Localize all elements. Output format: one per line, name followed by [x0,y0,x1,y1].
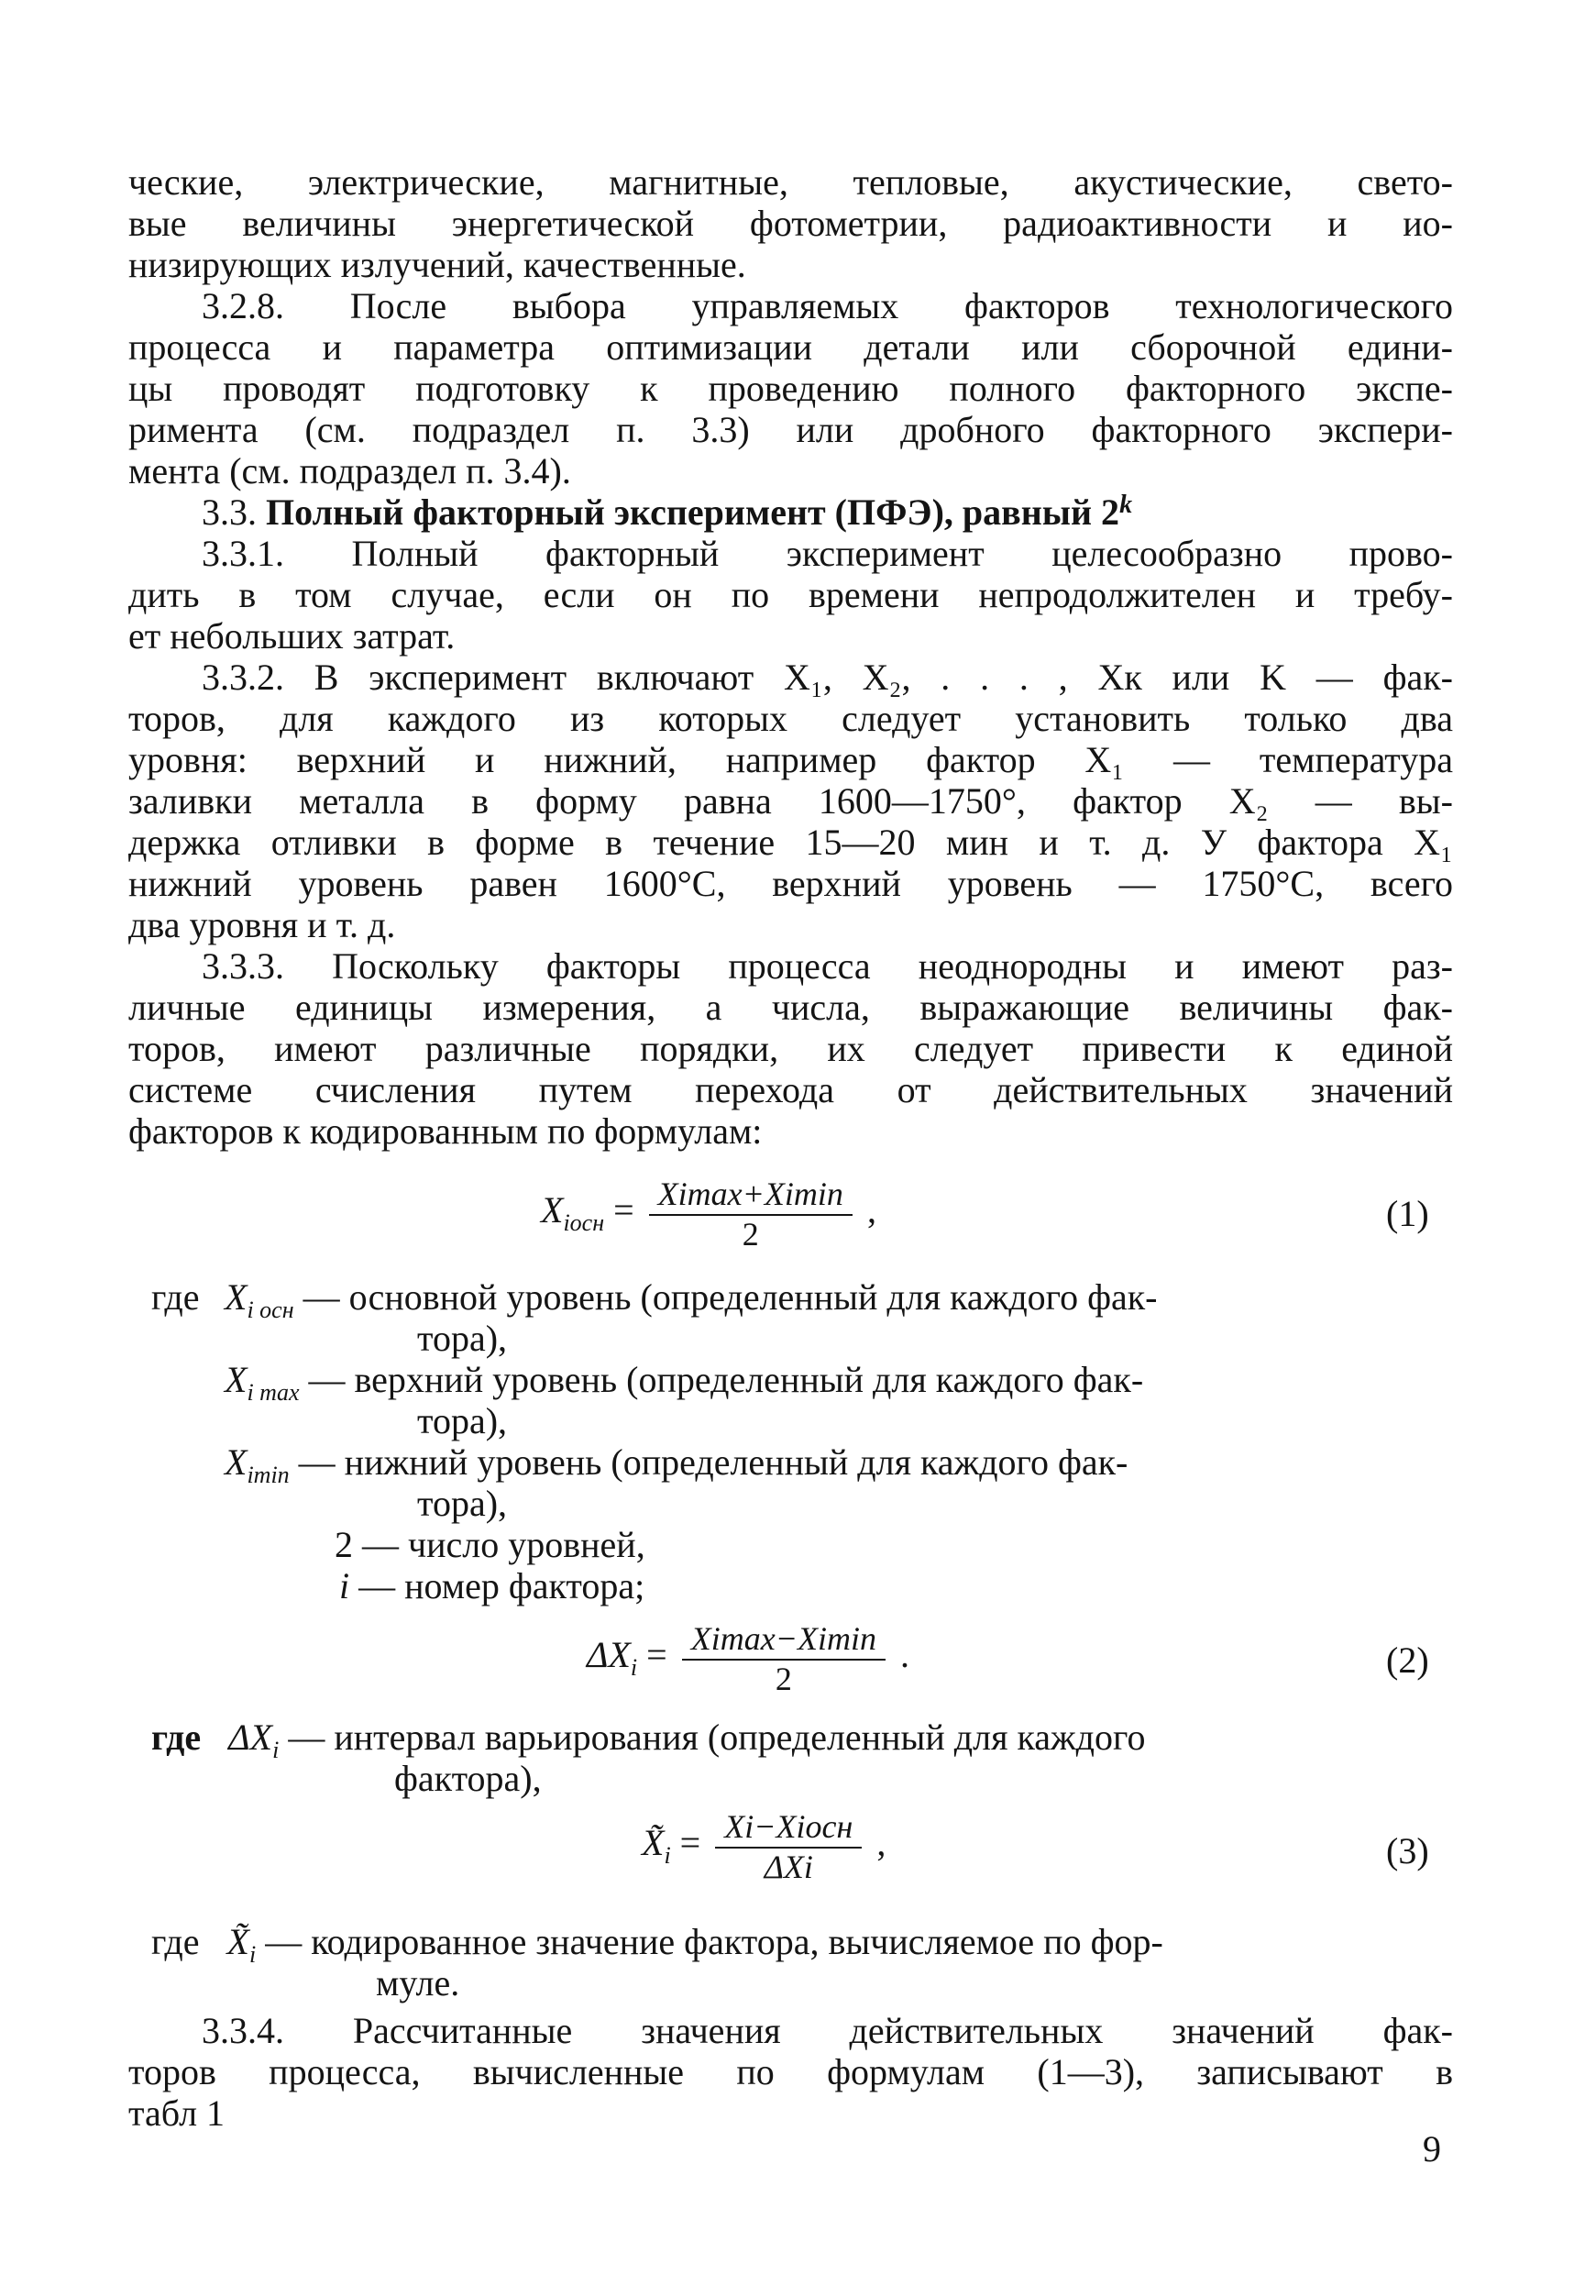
definition-text: основной уровень (определенный для каждого фак- [348,1276,1158,1318]
text-line: римента (см. подраздел п. 3.3) или дробного факторного экспери- [128,409,1453,450]
text-line: 3.3.2. В эксперимент включают X₁, X₂, . . . , Xк или K — фак- [202,657,1453,698]
text-line: нижний уровень равен 1600°С, верхний уровень — 1750°С, всего [128,863,1453,904]
definition-item [225,1276,1158,1323]
definition-item [225,1359,1144,1406]
section-title-exponent: k [1119,491,1133,519]
formula-3 [642,1808,886,1885]
definition-symbol: X [225,1441,248,1483]
formula-fraction [649,1176,853,1253]
formula-equals: = [679,1822,701,1864]
formula-lhs: ΔX [587,1634,631,1676]
formula-denominator: 2 [742,1216,759,1253]
formula-1-number: (1) [1386,1193,1429,1234]
definition-dash: — [298,1441,336,1483]
paragraph-3-3-1 [128,533,1453,657]
text-line: факторов к кодированным по формулам: [128,1110,763,1152]
text-line: низирующих излучений, качественные. [128,244,746,285]
formula-1 [541,1176,876,1253]
text-line: уровня: верхний и нижний, например фактор X₁ — температура [128,739,1453,780]
formula-lhs: X [541,1189,564,1231]
definition-symbol-subscript: i [248,1941,257,1968]
formula-numerator: Ximax+Ximin [649,1176,853,1216]
formula-denominator: ΔXi [764,1849,813,1885]
paragraph-continuation [128,161,1453,285]
definition-symbol: 2 [335,1524,353,1565]
definition-item [151,1921,1163,1968]
definition-symbol: X̃ [226,1921,249,1962]
formula-denominator: 2 [775,1661,792,1697]
definition-symbol-subscript: i осн [247,1297,294,1323]
definition-continuation: тора), [417,1483,508,1524]
definition-continuation: тора), [417,1400,508,1441]
definition-symbol: ΔX [228,1716,273,1758]
formula-numerator: Ximax−Ximin [682,1620,886,1661]
definition-lead: где [151,1276,200,1318]
definition-text: число уровней, [408,1524,645,1565]
formula-numerator: Xi−Xiосн [715,1808,862,1849]
paragraph-3-3-3 [128,945,1453,1152]
text-line: 3.3.4. Рассчитанные значения действительных значений фак- [202,2010,1453,2051]
text-line: заливки металла в форму равна 1600—1750°, фактор X₂ — вы- [128,780,1453,822]
definition-symbol-subscript: i max [247,1379,300,1406]
formula-fraction [682,1620,886,1697]
formula-2-number: (2) [1386,1639,1429,1681]
definition-lead: где [151,1921,200,1962]
definition-dash: — [362,1524,399,1565]
definition-dash: — [308,1359,346,1400]
text-line: два уровня и т. д. [128,904,396,945]
definition-continuation: фактора), [394,1758,542,1799]
formula-equals: = [646,1634,667,1676]
definition-symbol: X [225,1359,248,1400]
section-title: Полный факторный эксперимент (ПФЭ), равный 2 [266,491,1120,533]
definition-item [335,1524,645,1565]
definition-dash: — [265,1921,303,1962]
definition-text: интервал варьирования (определенный для каждого [334,1716,1146,1758]
definition-item [339,1565,644,1606]
definition-text: номер фактора; [404,1565,645,1606]
formula-2 [587,1620,909,1697]
definition-symbol-subscript: i [272,1737,280,1763]
formula-lhs-subscript: iосн [563,1209,605,1237]
definition-continuation: тора), [417,1318,508,1359]
text-line: торов процесса, вычисленные по формулам (1—3), записывают в [128,2051,1453,2092]
formula-equals: = [613,1189,634,1231]
formula-lhs-subscript: i [664,1842,671,1870]
text-line: 3.3.1. Полный факторный эксперимент целесообразно прово- [202,533,1453,574]
section-number: 3.3. [202,491,257,533]
text-line: 3.2.8. После выбора управляемых факторов технологического [202,285,1453,326]
text-line: системе счисления путем перехода от действительных значений [128,1069,1453,1110]
page-number: 9 [1423,2128,1441,2169]
formula-punctuation: , [866,1189,876,1231]
text-line: дить в том случае, если он по времени непродолжителен и требу- [128,574,1453,615]
text-line: цы проводят подготовку к проведению полного факторного экспе- [128,368,1453,409]
text-line: торов, имеют различные порядки, их следует привести к единой [128,1028,1453,1069]
text-line: вые величины энергетической фотометрии, радиоактивности и ио- [128,203,1453,244]
formula-fraction [715,1808,862,1885]
formula-3-number: (3) [1386,1830,1429,1871]
definition-continuation: муле. [376,1962,460,2003]
formula-punctuation: , [876,1822,886,1864]
text-line: держка отливки в форме в течение 15—20 мин и т. д. У фактора X₁ [128,822,1453,863]
definition-text: нижний уровень (определенный для каждого фак- [344,1441,1128,1483]
formula-lhs: X̃ [642,1822,665,1864]
paragraph-3-3-4 [128,2010,1453,2134]
text-line: табл 1 [128,2092,226,2134]
definition-dash: — [358,1565,396,1606]
section-heading-3-3 [128,491,1453,533]
definition-symbol: i [339,1565,350,1606]
text-line: мента (см. подраздел п. 3.4). [128,450,571,491]
text-line: ет небольших затрат. [128,615,456,657]
definition-text: верхний уровень (определенный для каждого фак- [354,1359,1144,1400]
definition-symbol: X [225,1276,248,1318]
text-line: торов, для каждого из которых следует установить только два [128,698,1453,739]
definition-dash: — [288,1716,325,1758]
formula-punctuation: . [899,1634,909,1676]
text-line: личные единицы измерения, а числа, выражающие величины фак- [128,987,1453,1028]
definition-text: кодированное значение фактора, вычисляемое по фор- [311,1921,1163,1962]
formula-lhs-subscript: i [630,1654,638,1682]
definition-item [225,1441,1128,1488]
text-line: процесса и параметра оптимизации детали или сборочной едини- [128,326,1453,368]
definition-dash: — [303,1276,340,1318]
text-line: 3.3.3. Поскольку факторы процесса неоднородны и имеют раз- [202,945,1453,987]
text-line: ческие, электрические, магнитные, тепловые, акустические, свето- [128,161,1453,203]
paragraph-3-2-8 [128,285,1453,491]
paragraph-3-3-2 [128,657,1453,945]
definition-item [151,1716,1146,1763]
definition-list-1 [151,1276,200,1318]
definition-symbol-subscript: imin [247,1462,290,1488]
definition-lead: где [151,1716,202,1758]
